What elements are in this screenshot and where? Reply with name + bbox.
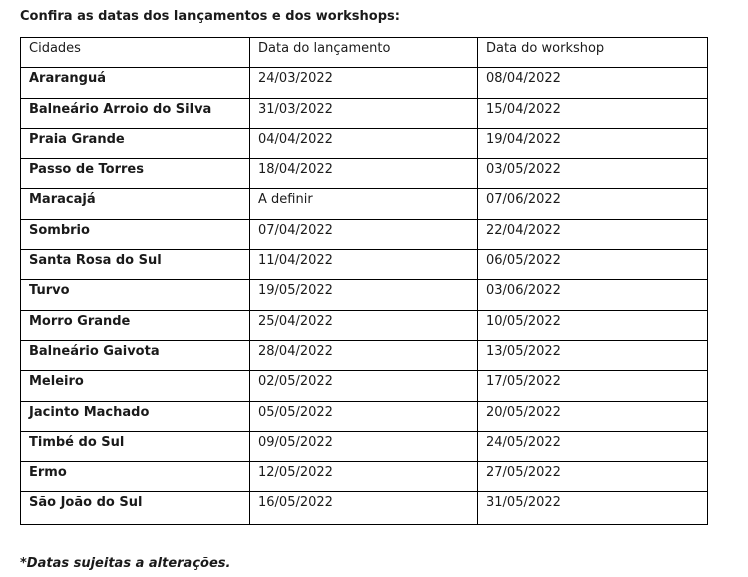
launch-date-cell: 18/04/2022 [250, 159, 478, 189]
table-row [21, 68, 708, 98]
launch-date-cell: 31/03/2022 [250, 98, 478, 128]
workshop-date-cell: 03/05/2022 [478, 159, 708, 189]
city-cell: Maracajá [21, 189, 250, 219]
launch-date-cell: 24/03/2022 [250, 68, 478, 98]
workshop-date-cell: 08/04/2022 [478, 68, 708, 98]
city-cell: Balneário Gaivota [21, 340, 250, 370]
workshop-date-cell: 03/06/2022 [478, 280, 708, 310]
workshop-date-cell: 15/04/2022 [478, 98, 708, 128]
table-row [21, 280, 708, 310]
table-row [21, 189, 708, 219]
launch-date-cell: 07/04/2022 [250, 219, 478, 249]
launch-date-cell: 25/04/2022 [250, 310, 478, 340]
workshop-date-cell: 17/05/2022 [478, 371, 708, 401]
launch-date-cell: 12/05/2022 [250, 462, 478, 492]
footnote: *Datas sujeitas a alterações. [20, 556, 231, 571]
launch-date-cell: A definir [250, 189, 478, 219]
city-cell: Turvo [21, 280, 250, 310]
table-row [21, 310, 708, 340]
city-cell: Santa Rosa do Sul [21, 250, 250, 280]
city-cell: Praia Grande [21, 128, 250, 158]
workshop-date-cell: 31/05/2022 [478, 492, 708, 525]
workshop-date-cell: 13/05/2022 [478, 340, 708, 370]
launch-date-cell: 05/05/2022 [250, 401, 478, 431]
workshop-date-cell: 22/04/2022 [478, 219, 708, 249]
table-row [21, 219, 708, 249]
table-row [21, 128, 708, 158]
city-cell: Meleiro [21, 371, 250, 401]
table-row [21, 401, 708, 431]
city-cell: São João do Sul [21, 492, 250, 525]
city-cell: Jacinto Machado [21, 401, 250, 431]
workshop-date-cell: 06/05/2022 [478, 250, 708, 280]
intro-heading: Confira as datas dos lançamentos e dos workshops: [20, 9, 400, 24]
city-cell: Morro Grande [21, 310, 250, 340]
workshop-date-cell: 07/06/2022 [478, 189, 708, 219]
city-cell: Sombrio [21, 219, 250, 249]
table-row [21, 98, 708, 128]
launch-date-cell: 09/05/2022 [250, 431, 478, 461]
header-row [21, 38, 708, 68]
city-cell: Araranguá [21, 68, 250, 98]
header-data-lancamento: Data do lançamento [250, 38, 478, 68]
city-cell: Ermo [21, 462, 250, 492]
launch-date-cell: 28/04/2022 [250, 340, 478, 370]
launch-date-cell: 11/04/2022 [250, 250, 478, 280]
workshop-date-cell: 27/05/2022 [478, 462, 708, 492]
launch-date-cell: 04/04/2022 [250, 128, 478, 158]
workshop-date-cell: 24/05/2022 [478, 431, 708, 461]
launch-date-cell: 19/05/2022 [250, 280, 478, 310]
launch-date-cell: 02/05/2022 [250, 371, 478, 401]
header-cidades: Cidades [21, 38, 250, 68]
table-row [21, 431, 708, 461]
launch-date-cell: 16/05/2022 [250, 492, 478, 525]
table-row [21, 250, 708, 280]
table-row [21, 340, 708, 370]
workshop-date-cell: 19/04/2022 [478, 128, 708, 158]
workshop-date-cell: 20/05/2022 [478, 401, 708, 431]
city-cell: Balneário Arroio do Silva [21, 98, 250, 128]
city-cell: Timbé do Sul [21, 431, 250, 461]
header-data-workshop: Data do workshop [478, 38, 708, 68]
table-row [21, 492, 708, 525]
city-cell: Passo de Torres [21, 159, 250, 189]
dates-table [20, 37, 708, 525]
table-row [21, 159, 708, 189]
workshop-date-cell: 10/05/2022 [478, 310, 708, 340]
table-row [21, 371, 708, 401]
table-row [21, 462, 708, 492]
